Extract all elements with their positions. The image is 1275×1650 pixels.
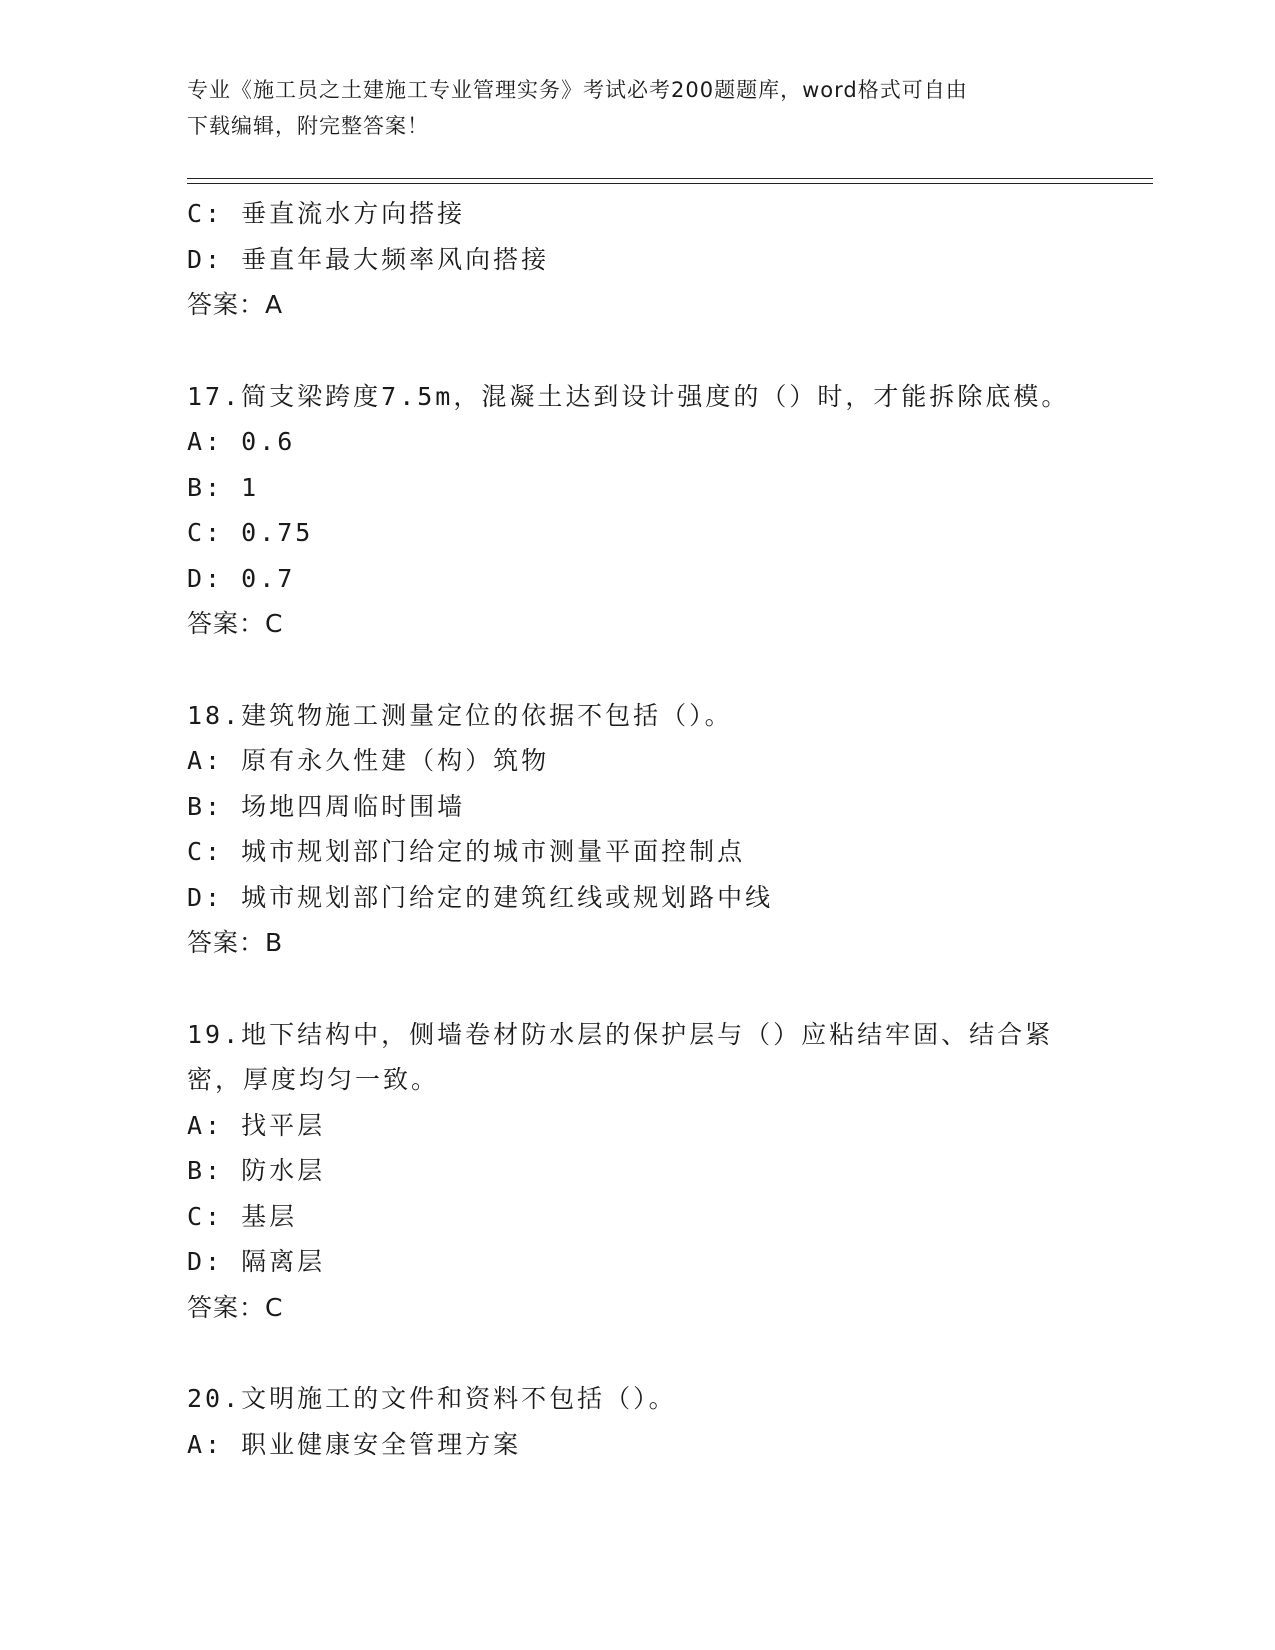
answer: 答案：C bbox=[187, 609, 284, 638]
header-line-2: 下载编辑，附完整答案！ bbox=[187, 114, 429, 138]
header-rule-bottom bbox=[187, 183, 1153, 184]
option-c: C: 垂直流水方向搭接 bbox=[187, 199, 466, 228]
option-b: B: 场地四周临时围墙 bbox=[187, 791, 466, 821]
option-b: B: 1 bbox=[187, 472, 260, 502]
option-a: A: 0.6 bbox=[187, 427, 296, 456]
option-c: C: 基层 bbox=[187, 1201, 298, 1231]
answer: 答案：B bbox=[187, 928, 284, 957]
option-a: A: 职业健康安全管理方案 bbox=[187, 1429, 522, 1459]
question-16-tail bbox=[187, 191, 1087, 328]
option-d: D: 隔离层 bbox=[187, 1247, 326, 1276]
question-18 bbox=[187, 693, 1087, 966]
option-d: D: 城市规划部门给定的建筑红线或规划路中线 bbox=[187, 882, 774, 912]
header-line-1: 专业《施工员之土建施工专业管理实务》考试必考200题题库，word格式可自由 bbox=[187, 78, 968, 102]
question-stem: 18.建筑物施工测量定位的依据不包括（）。 bbox=[187, 700, 733, 730]
option-d: D: 垂直年最大频率风向搭接 bbox=[187, 244, 550, 274]
header-rule-top bbox=[187, 178, 1153, 179]
question-20 bbox=[187, 1376, 1087, 1467]
option-c: C: 城市规划部门给定的城市测量平面控制点 bbox=[187, 837, 746, 866]
option-c: C: 0.75 bbox=[187, 518, 314, 547]
answer: 答案：C bbox=[187, 1292, 284, 1322]
question-stem: 17.简支梁跨度7.5m，混凝土达到设计强度的（）时，才能拆除底模。 bbox=[187, 381, 1070, 411]
question-stem: 20.文明施工的文件和资料不包括（）。 bbox=[187, 1384, 677, 1413]
question-19 bbox=[187, 1012, 1087, 1331]
question-stem-line-2: 密，厚度均匀一致。 bbox=[187, 1065, 440, 1094]
spacer bbox=[187, 1330, 1087, 1376]
document-header bbox=[187, 72, 1067, 144]
option-a: A: 找平层 bbox=[187, 1110, 326, 1140]
option-b: B: 防水层 bbox=[187, 1156, 326, 1185]
spacer bbox=[187, 966, 1087, 1012]
spacer bbox=[187, 328, 1087, 374]
option-a: A: 原有永久性建（构）筑物 bbox=[187, 746, 550, 775]
option-d: D: 0.7 bbox=[187, 563, 296, 593]
spacer bbox=[187, 647, 1087, 693]
answer: 答案：A bbox=[187, 290, 284, 319]
question-17 bbox=[187, 374, 1087, 647]
question-stem-line-1: 19.地下结构中，侧墙卷材防水层的保护层与（）应粘结牢固、结合紧 bbox=[187, 1019, 1054, 1049]
question-list bbox=[187, 191, 1087, 1467]
